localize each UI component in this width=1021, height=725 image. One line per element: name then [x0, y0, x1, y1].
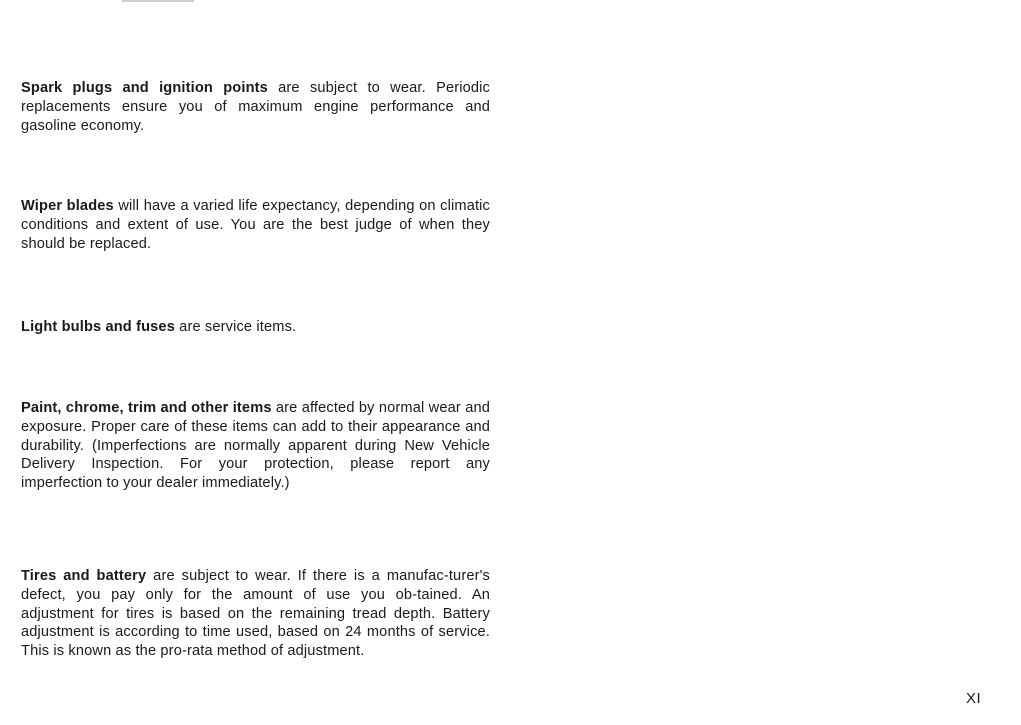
paragraph-heading: Wiper blades — [21, 198, 114, 214]
paragraph-body: are subject to wear. Periodic replacements ensure you of maximum engine performance and gasoline economy. — [21, 80, 490, 134]
paragraph-body: are affected by normal wear and exposure. Proper care of these items can add to their appearance and durability. (Imperfections are normally apparent during New Vehicle Delivery Inspection. For your protection, please report any imperfection to your dealer immediately.) — [21, 400, 490, 492]
paragraph-heading: Light bulbs and fuses — [21, 319, 175, 335]
paragraph-heading: Spark plugs and ignition points — [21, 80, 268, 96]
paragraph-body: will have a varied life expectancy, depending on climatic conditions and extent of use. You are the best judge of when they should be replaced. — [21, 198, 490, 252]
paragraph-spark-plugs — [21, 79, 490, 135]
page-number: XI — [966, 690, 982, 707]
paragraph-body: are service items. — [174, 319, 297, 335]
paragraph-wiper-blades — [21, 197, 490, 253]
paragraph-paint-chrome — [21, 399, 490, 493]
paragraph-body: are subject to wear. If there is a manufac-turer's defect, you pay only for the amount of use you ob-tained. An adjustment for tires is based on the remaining tread depth. Battery adjustment is according to time used, based on 24 months of service. This is known as the pro-rata method of adjustment. — [21, 568, 490, 660]
paragraph-heading: Paint, chrome, trim and other items — [21, 400, 272, 416]
paragraph-tires-battery — [21, 567, 490, 661]
paragraph-light-bulbs — [21, 318, 490, 337]
paragraph-heading: Tires and battery — [21, 568, 147, 584]
scan-artifact — [122, 0, 194, 2]
